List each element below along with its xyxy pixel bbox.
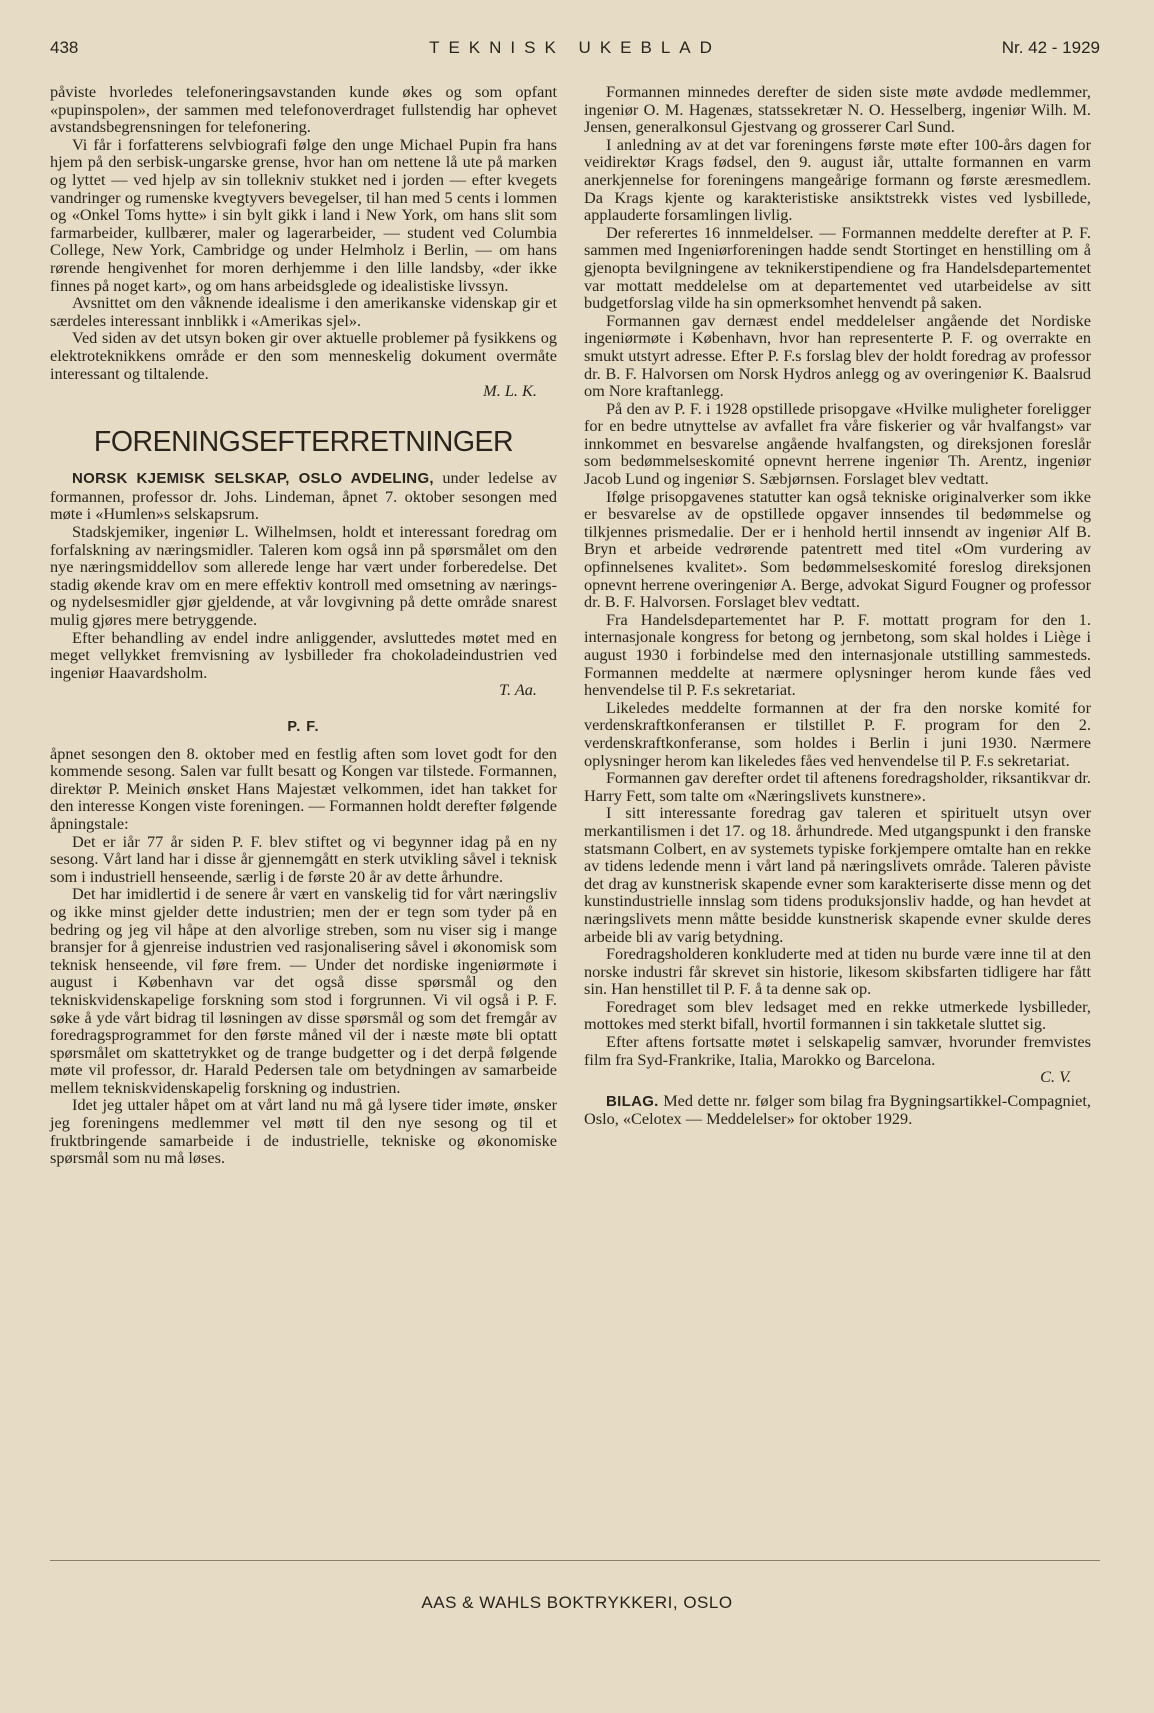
bilag-heading: BILAG. (606, 1092, 659, 1110)
pf-heading: P. F. (287, 719, 320, 735)
pf-paragraph: Formannen minnedes derefter de siden siste møte avdøde medlemmer, ingeniør O. M. Hagenæs, statssekretær N. O. Hesselberg, ingeniør Wilh. M. Jensen, generalkonsul Gjestvang og grosserer Carl Sund. (584, 82, 1091, 137)
nks-paragraph: NORSK KJEMISK SELSKAP, OSLO AVDELING, under ledelse av formannen, professor dr. Johs. Lindeman, åpnet 7. oktober sesongen med møte i «Humlen»s selskapsrum. (50, 468, 557, 524)
pf-paragraph: Formannen gav derefter ordet til aftenens foredragsholder, riksantikvar dr. Harry Fett, som talte om «Næringslivets kunstnere». (584, 768, 1091, 805)
pf-paragraph: Det er iår 77 år siden P. F. blev stiftet og vi begynner idag på en ny sesong. Vårt land har i disse år gjennemgått en sterk utvikling såvel i teknisk som i industriell henseende, særlig i de første 20 år av dette århundre. (50, 831, 557, 886)
nks-signature-line (50, 681, 557, 699)
nks-heading: NORSK KJEMISK SELSKAP, OSLO AVDELING, (72, 470, 434, 488)
pf-paragraph: Fra Handelsdepartementet har P. F. mottatt program for den 1. internasjonale kongress for betong og jernbetong, som skal holdes i Liège i august 1930 i forbindelse med den internasjonale utstilling sammesteds. Formannen meddelte at nærmere oplysninger herom kunde fåes ved henvendelse til P. F.s sekretariat. (584, 609, 1091, 700)
nks-paragraph: Stadskjemiker, ingeniør L. Wilhelmsen, holdt et interessant foredrag om forfalskning av næringsmidler. Taleren kom også inn på spørsmålet om den nye næringsmiddellov som allerede lenge har vært under forberedelse. Det stadig økende krav om en mere effektiv kontroll med omsetning av nærings- og nydelsesmidler gjør gjeldende, at vår lovgivning på dette område snarest mulig gjøres mere betryggende. (50, 522, 557, 630)
pf-signature: C. V. (1040, 1067, 1071, 1087)
page-number: 438 (50, 38, 79, 57)
nks-signature: T. Aa. (499, 680, 537, 700)
section-title: FORENINGSEFTERRETNINGER (93, 425, 514, 458)
bilag-paragraph: BILAG. Med dette nr. følger som bilag fra Bygningsartikkel-Compagniet, Oslo, «Celotex — Meddelelser» for oktober 1929. (584, 1090, 1092, 1129)
pf-paragraph: Foredragsholderen konkluderte med at tiden nu burde være inne til at den norske industri får skrevet sin historie, likesom skibsfarten tidligere har fått sin. Han henstillet til P. F. å ta denne sak op. (584, 944, 1091, 999)
pf-paragraph: Efter aftens fortsatte møtet i selskapelig samvær, hvorunder fremvistes film fra Syd-Frankrike, Italia, Marokko og Barcelona. (584, 1032, 1091, 1069)
pf-paragraph: Der referertes 16 innmeldelser. — Formannen meddelte derefter at P. F. sammen med Ingeniørforeningen hadde sendt Stortinget en henstilling om å gjenopta bevilgningene av teknikerstipendiene og fra Handelsdepartementet var mottatt meddelelse om at departementet ved utarbeidelse av sitt budgetforslag vilde ha sin opmerksomhet henvendt på saken. (584, 222, 1091, 313)
pf-paragraph: Det har imidlertid i de senere år vært en vanskelig tid for vårt næringsliv og ikke minst gjelder dette industrien; men der er tegn som tyder på en bedring og jeg vil håpe at den alvorlige streben, som nu viser sig i mange bransjer for å gjenreise industrien ved rasjonalisering såvel i økonomisk som teknisk henseende, vil føre frem. — Under det nordiske ingeniørmøte i august i København var det også disse spørsmål og den tekniskvidenskapelige forskning som stod i forgrunnen. Vi vil også i P. F. søke å yde vårt bidrag til løsningen av disse spørsmål og som det fremgår av foredragsprogrammet for den første måned vil der i næste møte bli optatt spørsmålet om skattetrykket og de trange budgetter og i det derpå følgende møte vil professor, dr. Harald Pedersen tale om betydningen av samarbeide mellem tekniskvidenskapelig forskning og industrien. (50, 884, 557, 1097)
pf-signature-line (584, 1068, 1091, 1086)
publication-title: TEKNISK UKEBLAD (429, 38, 721, 57)
issue-number: Nr. 42 - 1929 (1001, 38, 1100, 57)
review-signature: M. L. K. (483, 381, 537, 401)
pf-paragraph: I sitt interessante foredrag gav taleren et spirituelt utsyn over merkantilismen i det 17. og 18. århundrede. Med utgangspunkt i den franske statsmann Colbert, en av systemets typiske forkjempere omtalte han en rekke av tidens ledende menn i vårt land på næringslivets område. Taleren påviste det drag av kunstnerisk skapende evner som karakteriserte disse menn og det kunstindustrielle innslag som tidens produksjonsliv hadde, og han hevdet at næringslivets menn måtte besidde kunstnerisk skapende evner skulde deres arbeide bli av varig betydning. (584, 803, 1091, 946)
page-header (50, 38, 1100, 66)
pf-paragraph: Formannen gav dernæst endel meddelelser angående det Nordiske ingeniørmøte i København, hvor han representerte P. F. og overrakte en smukt utstyrt adresse. Efter P. F.s forslag blev der holdt foredrag av professor dr. B. F. Halvorsen om Norsk Hydros anlegg og av overingeniør K. Baalsrud om Nore kraftanlegg. (584, 310, 1091, 401)
pf-paragraph: åpnet sesongen den 8. oktober med en festlig aften som lovet godt for den kommende sesong. Salen var fullt besatt og Kongen var tilstede. Formannen, direktør P. Meinich ønsket Hans Majestæt velkommen, idet han takket for den interesse Kongen viste foreningen. — Formannen holdt derefter følgende åpningstale: (50, 743, 557, 833)
pf-paragraph: På den av P. F. i 1928 opstillede prisopgave «Hvilke muligheter foreligger for en bedre utnyttelse av avfallet fra våre fiskerier og vår hvalfangst» var innkommet en besvarelse angående hvalfangsten, og direksjonen foreslår som bedømmelseskomité opnevnt herrene ingeniør Th. Arentz, ingeniør Jacob Lund og ingeniør S. Sæbjørnsen. Forslaget blev vedtatt. (584, 398, 1091, 489)
pf-paragraph: Ifølge prisopgavenes statutter kan også tekniske originalverker som ikke er besvarelse av de opstillede opgaver innsendes til bedømmelse og tilkjennes prismedalie. Der er i henhold hertil innsendt av ingeniør Alf B. Bryn et arbeide vedrørende patentrett med titel «Om vurdering av opfinnelsenes kvalitet». Som bedømmelseskomité foreslog direksjonen opnevnt herrene overingeniør A. Berge, advokat Sigurd Fougner og professor dr. B. F. Halvorsen. Forslaget blev vedtatt. (584, 486, 1091, 612)
pf-paragraph: Likeledes meddelte formannen at der fra den norske komité for verdenskraftkonferansen er tilstillet P. F. program for den 2. verdenskraftkonferanse, som holdes i Berlin i juni 1930. Nærmere oplysninger herom kan likeledes fåes ved henvendelse til P. F.s sekretariat. (584, 697, 1091, 770)
review-paragraph: Ved siden av det utsyn boken gir over aktuelle problemer på fysikkens og elektroteknikkens område er den som menneskelig dokument overmåte interessant og tiltalende. (50, 328, 557, 383)
nks-paragraph: Efter behandling av endel indre anliggender, avsluttedes møtet med en meget vellykket fremvisning av lysbilleder fra chokoladeindustrien ved ingeniør Haavardsholm. (50, 627, 557, 682)
review-paragraph: Avsnittet om den våknende idealisme i den amerikanske videnskap gir et særdeles interessant innblikk i «Amerikas sjel». (50, 293, 557, 330)
footer-divider (50, 1560, 1100, 1561)
right-column (584, 83, 1091, 1128)
printer-imprint: AAS & WAHLS BOKTRYKKERI, OSLO (421, 1593, 733, 1612)
review-paragraph: påviste hvorledes telefoneringsavstanden kunde økes og som opfant «pupinspolen», der sammen med telefonoverdraget fullstendig har ophevet avstandsbegrensningen for telefonering. (50, 82, 557, 137)
pf-paragraph: Foredraget som blev ledsaget med en rekke utmerkede lysbilleder, mottokes med sterkt bifall, hvortil formannen i sin takketale sluttet sig. (584, 996, 1091, 1034)
review-paragraph: Vi får i forfatterens selvbiografi følge den unge Michael Pupin fra hans hjem på den serbisk-ungarske grense, hvor han om nettene lå ute på marken og lyttet — ved hjelp av sin tollekniv stukket ned i jorden — efter kvegets vandringer og rumenske kvegtyvers bevegelser, til han med 5 cents i lommen og «Onkel Toms hytte» i sin bylt gikk i land i New York, om hans slit som farmarbeider, kullbærer, maler og lagerarbeider, — student ved Columbia College, New York, Cambridge og under Helmholz i Berlin, — om hans rørende hengivenhet for moren derhjemme i den lille landsby, «der ikke finnes på noget kart», og om hans arbeidsglede og idealistiske livssyn. (50, 134, 557, 295)
left-column (50, 83, 557, 1167)
review-signature-line (50, 382, 557, 400)
pf-paragraph: I anledning av at det var foreningens første møte efter 100-års dagen for veidirektør Krags fødsel, den 9. august iår, uttalte formannen en varm anerkjennelse for foreningens mangeårige formann og første æresmedlem. Da Krags kjente og karakteristiske ansiktstrekk vistes ved lysbillede, applauderte forsamlingen livlig. (584, 134, 1091, 225)
pf-paragraph: Idet jeg uttaler håpet om at vårt land nu må gå lysere tider imøte, ønsker jeg foreningens medlemmer vel møtt til den nye sesong og til et fruktbringende samarbeide i de industrielle, tekniske og økonomiske spørsmål som nu må løses. (50, 1095, 557, 1168)
